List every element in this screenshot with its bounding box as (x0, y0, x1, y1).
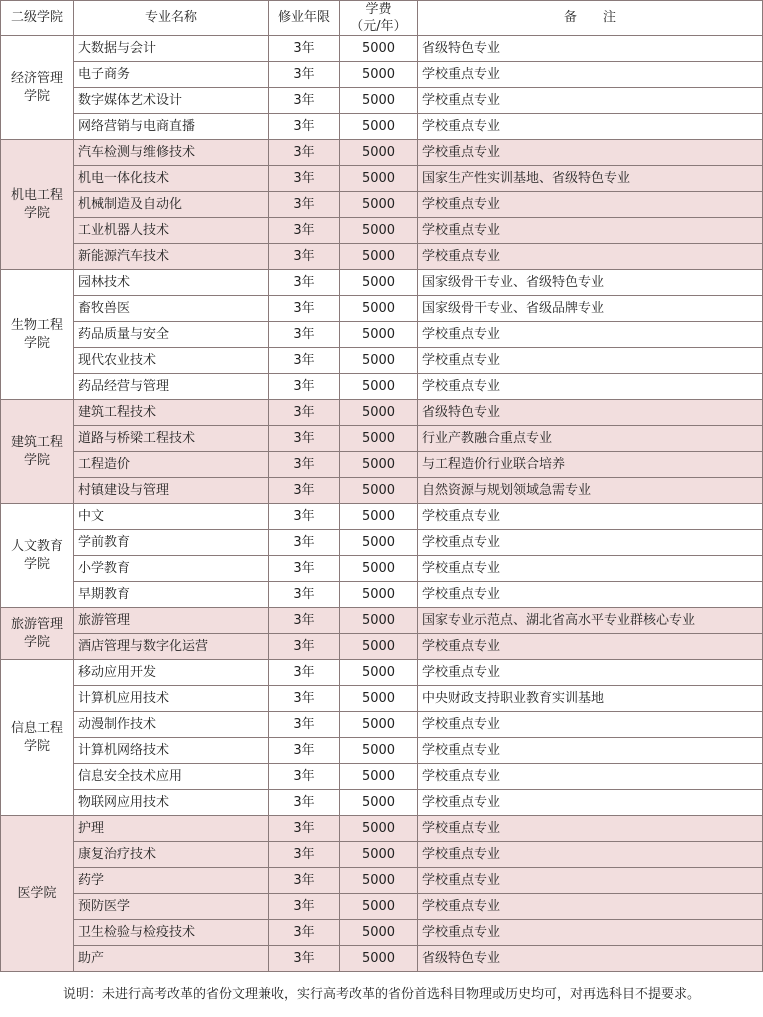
fee-cell: 5000 (340, 582, 418, 608)
fee-cell: 5000 (340, 218, 418, 244)
major-cell: 移动应用开发 (74, 660, 269, 686)
table-row (1, 296, 763, 322)
years-cell: 3年 (269, 348, 340, 374)
years-cell: 3年 (269, 374, 340, 400)
major-cell: 药品经营与管理 (74, 374, 269, 400)
remark-cell: 学校重点专业 (418, 712, 763, 738)
table-row (1, 738, 763, 764)
years-cell: 3年 (269, 660, 340, 686)
remark-cell: 省级特色专业 (418, 36, 763, 62)
remark-cell: 学校重点专业 (418, 920, 763, 946)
fee-cell: 5000 (340, 686, 418, 712)
major-cell: 物联网应用技术 (74, 790, 269, 816)
table-row (1, 816, 763, 842)
fee-cell: 5000 (340, 634, 418, 660)
table-row (1, 556, 763, 582)
major-cell: 预防医学 (74, 894, 269, 920)
major-cell: 工程造价 (74, 452, 269, 478)
table-row (1, 426, 763, 452)
fee-cell: 5000 (340, 842, 418, 868)
years-cell: 3年 (269, 114, 340, 140)
table-row (1, 478, 763, 504)
remark-cell: 学校重点专业 (418, 218, 763, 244)
remark-cell: 学校重点专业 (418, 140, 763, 166)
table-row (1, 140, 763, 166)
fee-cell: 5000 (340, 270, 418, 296)
remark-cell: 学校重点专业 (418, 738, 763, 764)
fee-cell: 5000 (340, 790, 418, 816)
years-cell: 3年 (269, 192, 340, 218)
table-row (1, 244, 763, 270)
fee-cell: 5000 (340, 712, 418, 738)
major-cell: 道路与桥梁工程技术 (74, 426, 269, 452)
college-cell (1, 608, 74, 660)
table-row (1, 270, 763, 296)
header-fee-line2: （元/年） (350, 19, 407, 34)
fee-cell: 5000 (340, 530, 418, 556)
remark-cell: 学校重点专业 (418, 764, 763, 790)
table-row (1, 764, 763, 790)
remark-cell: 学校重点专业 (418, 192, 763, 218)
major-cell: 大数据与会计 (74, 36, 269, 62)
remark-cell: 学校重点专业 (418, 816, 763, 842)
fee-cell: 5000 (340, 608, 418, 634)
major-cell: 现代农业技术 (74, 348, 269, 374)
table-header-row (1, 1, 763, 36)
table-row (1, 348, 763, 374)
major-cell: 药品质量与安全 (74, 322, 269, 348)
fee-cell: 5000 (340, 738, 418, 764)
major-cell: 药学 (74, 868, 269, 894)
remark-cell: 国家生产性实训基地、省级特色专业 (418, 166, 763, 192)
fee-cell: 5000 (340, 166, 418, 192)
remark-cell: 省级特色专业 (418, 400, 763, 426)
remark-cell: 学校重点专业 (418, 322, 763, 348)
years-cell: 3年 (269, 738, 340, 764)
table-row (1, 452, 763, 478)
table-row (1, 842, 763, 868)
years-cell: 3年 (269, 868, 340, 894)
major-cell: 小学教育 (74, 556, 269, 582)
college-cell (1, 140, 74, 270)
remark-cell: 学校重点专业 (418, 634, 763, 660)
table-row (1, 946, 763, 972)
college-name-line: 学院 (23, 335, 50, 351)
table-row (1, 582, 763, 608)
remark-cell: 学校重点专业 (418, 62, 763, 88)
header-major: 专业名称 (74, 1, 269, 36)
major-cell: 机电一体化技术 (74, 166, 269, 192)
college-name-line: 旅游管理 (10, 616, 63, 632)
college-name-line: 学院 (23, 634, 50, 650)
remark-cell: 学校重点专业 (418, 894, 763, 920)
years-cell: 3年 (269, 634, 340, 660)
fee-cell: 5000 (340, 322, 418, 348)
fee-cell: 5000 (340, 348, 418, 374)
remark-cell: 学校重点专业 (418, 530, 763, 556)
years-cell: 3年 (269, 764, 340, 790)
table-row (1, 504, 763, 530)
fee-cell: 5000 (340, 452, 418, 478)
college-name-line: 学院 (23, 556, 50, 572)
years-cell: 3年 (269, 842, 340, 868)
major-cell: 园林技术 (74, 270, 269, 296)
remark-cell: 学校重点专业 (418, 114, 763, 140)
remark-cell: 国家专业示范点、湖北省高水平专业群核心专业 (418, 608, 763, 634)
college-name-line: 学院 (23, 88, 50, 104)
years-cell: 3年 (269, 556, 340, 582)
college-cell (1, 816, 74, 972)
footnote: 说明：未进行高考改革的省份文理兼收，实行高考改革的省份首选科目物理或历史均可，对再选科目不提要求。 (62, 987, 700, 1002)
remark-cell: 省级特色专业 (418, 946, 763, 972)
major-cell: 机械制造及自动化 (74, 192, 269, 218)
years-cell: 3年 (269, 608, 340, 634)
remark-cell: 学校重点专业 (418, 790, 763, 816)
table-row (1, 218, 763, 244)
major-cell: 建筑工程技术 (74, 400, 269, 426)
major-cell: 计算机应用技术 (74, 686, 269, 712)
fee-cell: 5000 (340, 296, 418, 322)
fee-cell: 5000 (340, 36, 418, 62)
header-remark: 备 注 (418, 1, 763, 36)
fee-cell: 5000 (340, 62, 418, 88)
table-row (1, 88, 763, 114)
years-cell: 3年 (269, 816, 340, 842)
major-cell: 酒店管理与数字化运营 (74, 634, 269, 660)
years-cell: 3年 (269, 946, 340, 972)
college-name-line: 经济管理 (10, 70, 63, 86)
table-row (1, 608, 763, 634)
college-cell (1, 36, 74, 140)
years-cell: 3年 (269, 400, 340, 426)
years-cell: 3年 (269, 920, 340, 946)
major-cell: 畜牧兽医 (74, 296, 269, 322)
college-name-line: 医学院 (17, 885, 57, 901)
table-body (1, 36, 763, 972)
college-name-line: 学院 (23, 205, 50, 221)
years-cell: 3年 (269, 686, 340, 712)
table-row (1, 790, 763, 816)
remark-cell: 学校重点专业 (418, 660, 763, 686)
years-cell: 3年 (269, 712, 340, 738)
table-row (1, 634, 763, 660)
header-college: 二级学院 (1, 1, 74, 36)
years-cell: 3年 (269, 296, 340, 322)
college-name-line: 机电工程 (10, 187, 63, 203)
years-cell: 3年 (269, 322, 340, 348)
years-cell: 3年 (269, 894, 340, 920)
years-cell: 3年 (269, 790, 340, 816)
major-cell: 信息安全技术应用 (74, 764, 269, 790)
years-cell: 3年 (269, 62, 340, 88)
remark-cell: 学校重点专业 (418, 504, 763, 530)
fee-cell: 5000 (340, 426, 418, 452)
table-row (1, 920, 763, 946)
remark-cell: 学校重点专业 (418, 88, 763, 114)
header-fee-line1: 学费 (365, 2, 392, 17)
college-name-line: 学院 (23, 738, 50, 754)
fee-cell: 5000 (340, 920, 418, 946)
years-cell: 3年 (269, 530, 340, 556)
major-cell: 新能源汽车技术 (74, 244, 269, 270)
years-cell: 3年 (269, 426, 340, 452)
major-cell: 数字媒体艺术设计 (74, 88, 269, 114)
fee-cell: 5000 (340, 556, 418, 582)
years-cell: 3年 (269, 582, 340, 608)
remark-cell: 学校重点专业 (418, 374, 763, 400)
table-row (1, 400, 763, 426)
fee-cell: 5000 (340, 114, 418, 140)
remark-cell: 国家级骨干专业、省级特色专业 (418, 270, 763, 296)
table-row (1, 192, 763, 218)
major-cell: 电子商务 (74, 62, 269, 88)
years-cell: 3年 (269, 244, 340, 270)
fee-cell: 5000 (340, 894, 418, 920)
fee-cell: 5000 (340, 660, 418, 686)
major-cell: 助产 (74, 946, 269, 972)
header-fee (340, 1, 418, 36)
major-cell: 村镇建设与管理 (74, 478, 269, 504)
fee-cell: 5000 (340, 400, 418, 426)
major-cell: 卫生检验与检疫技术 (74, 920, 269, 946)
table-row (1, 712, 763, 738)
years-cell: 3年 (269, 452, 340, 478)
major-cell: 工业机器人技术 (74, 218, 269, 244)
table-row (1, 62, 763, 88)
remark-cell: 中央财政支持职业教育实训基地 (418, 686, 763, 712)
college-cell (1, 400, 74, 504)
fee-cell: 5000 (340, 140, 418, 166)
years-cell: 3年 (269, 218, 340, 244)
table-row (1, 894, 763, 920)
years-cell: 3年 (269, 270, 340, 296)
header-years: 修业年限 (269, 1, 340, 36)
table-row (1, 114, 763, 140)
table-row (1, 374, 763, 400)
college-name-line: 学院 (23, 452, 50, 468)
major-cell: 护理 (74, 816, 269, 842)
fee-cell: 5000 (340, 816, 418, 842)
years-cell: 3年 (269, 504, 340, 530)
fee-cell: 5000 (340, 946, 418, 972)
major-cell: 动漫制作技术 (74, 712, 269, 738)
college-name-line: 人文教育 (10, 538, 63, 554)
fee-cell: 5000 (340, 192, 418, 218)
college-name-line: 建筑工程 (10, 434, 63, 450)
table-row (1, 36, 763, 62)
remark-cell: 学校重点专业 (418, 842, 763, 868)
college-name-line: 生物工程 (10, 317, 63, 333)
years-cell: 3年 (269, 88, 340, 114)
years-cell: 3年 (269, 166, 340, 192)
remark-cell: 自然资源与规划领域急需专业 (418, 478, 763, 504)
remark-cell: 行业产教融合重点专业 (418, 426, 763, 452)
table-row (1, 166, 763, 192)
remark-cell: 学校重点专业 (418, 868, 763, 894)
years-cell: 3年 (269, 140, 340, 166)
fee-cell: 5000 (340, 504, 418, 530)
fee-cell: 5000 (340, 374, 418, 400)
remark-cell: 国家级骨干专业、省级品牌专业 (418, 296, 763, 322)
fee-cell: 5000 (340, 478, 418, 504)
major-cell: 汽车检测与维修技术 (74, 140, 269, 166)
years-cell: 3年 (269, 478, 340, 504)
remark-cell: 学校重点专业 (418, 244, 763, 270)
remark-cell: 学校重点专业 (418, 556, 763, 582)
remark-cell: 学校重点专业 (418, 348, 763, 374)
major-cell: 学前教育 (74, 530, 269, 556)
college-cell (1, 270, 74, 400)
table-row (1, 530, 763, 556)
major-cell: 旅游管理 (74, 608, 269, 634)
major-cell: 计算机网络技术 (74, 738, 269, 764)
college-name-line: 信息工程 (10, 720, 63, 736)
fee-cell: 5000 (340, 868, 418, 894)
years-cell: 3年 (269, 36, 340, 62)
remark-cell: 学校重点专业 (418, 582, 763, 608)
table-row (1, 686, 763, 712)
major-cell: 早期教育 (74, 582, 269, 608)
fee-cell: 5000 (340, 244, 418, 270)
major-cell: 网络营销与电商直播 (74, 114, 269, 140)
table-row (1, 322, 763, 348)
table-row (1, 868, 763, 894)
table-row (1, 660, 763, 686)
major-cell: 康复治疗技术 (74, 842, 269, 868)
college-cell (1, 504, 74, 608)
major-cell: 中文 (74, 504, 269, 530)
college-cell (1, 660, 74, 816)
fee-cell: 5000 (340, 88, 418, 114)
remark-cell: 与工程造价行业联合培养 (418, 452, 763, 478)
fee-cell: 5000 (340, 764, 418, 790)
